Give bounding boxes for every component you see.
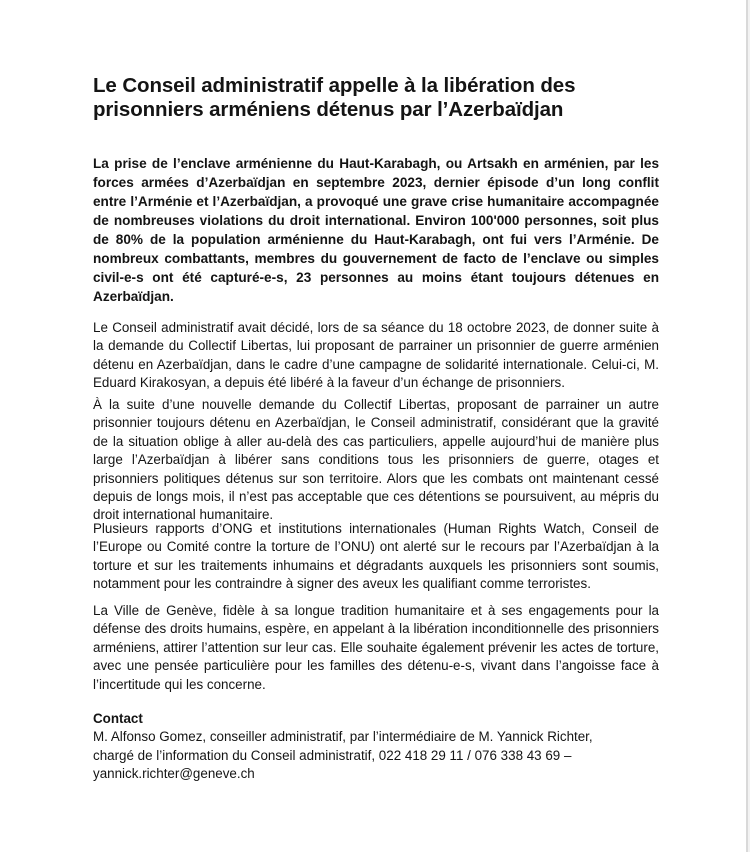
contact-heading: Contact [93, 711, 143, 726]
body-paragraph: À la suite d’une nouvelle demande du Collectif Libertas, proposant de parrainer un autre prisonnier toujours détenu en Azerbaïdjan, le Conseil administratif, considérant que la gravité de la situation oblige à aller au-delà des cas particuliers, appelle aujourd’hui de manière plus large l’Azerbaïdjan à libérer sans conditions tous les prisonniers de guerre, otages et prisonniers politiques détenus sur son territoire. Alors que les combats ont maintenant cessé depuis de longs mois, il n’est pas acceptable que ces détentions se poursuivent, au mépris du droit international humanitaire. [93, 397, 659, 523]
lead-paragraph: La prise de l’enclave arménienne du Haut-Karabagh, ou Artsakh en arménien, par les forces armées d’Azerbaïdjan en septembre 2023, dernier épisode d’un long conflit entre l’Arménie et l’Azerbaïdjan, a provoqué une grave crise humanitaire accompagnée de nombreuses violations du droit international. Environ 100'000 personnes, soit plus de 80% de la population arménienne du Haut-Karabagh, ont fui vers l’Arménie. De nombreux combattants, membres du gouvernement de facto de l’enclave ou simples civil-e-s ont été capturé-e-s, 23 personnes au moins étant toujours détenues en Azerbaïdjan. [93, 156, 659, 304]
title-line: prisonniers arméniens détenus par l’Azerbaïdjan [93, 98, 564, 121]
title-line: Le Conseil administratif appelle à la libération des [93, 74, 576, 97]
contact-line: M. Alfonso Gomez, conseiller administratif, par l’intermédiaire de M. Yannick Richter, [93, 729, 593, 745]
contact-block [93, 710, 659, 784]
body-paragraph: La Ville de Genève, fidèle à sa longue tradition humanitaire et à ses engagements pour la défense des droits humains, espère, en appelant à la libération inconditionnelle des prisonniers arméniens, attirer l’attention sur leur cas. Elle souhaite également prévenir les actes de torture, avec une pensée particulière pour les familles des détenu-e-s, vivant dans l’angoisse face à l’incertitude qui les concerne. [93, 603, 659, 692]
contact-line: chargé de l’information du Conseil administratif, 022 418 29 11 / 076 338 43 69 – [93, 747, 572, 763]
contact-email: yannick.richter@geneve.ch [93, 766, 255, 782]
body-paragraph: Plusieurs rapports d’ONG et institutions internationales (Human Rights Watch, Conseil de l’Europe ou Comité contre la torture de l’ONU) ont alerté sur le recours par l’Azerbaïdjan à la torture et sur les traitements inhumains et dégradants auxquels les prisonniers sont soumis, notamment pour les contraindre à signer des aveux les qualifiant comme terroristes. [93, 521, 659, 592]
document-title [93, 74, 673, 122]
body-paragraph: Le Conseil administratif avait décidé, lors de sa séance du 18 octobre 2023, de donner suite à la demande du Collectif Libertas, lui proposant de parrainer un prisonnier de guerre arménien détenu en Azerbaïdjan, dans le cadre d’une campagne de solidarité internationale. Celui-ci, M. Eduard Kirakosyan, a depuis été libéré à la faveur d’un échange de prisonniers. [93, 320, 659, 391]
